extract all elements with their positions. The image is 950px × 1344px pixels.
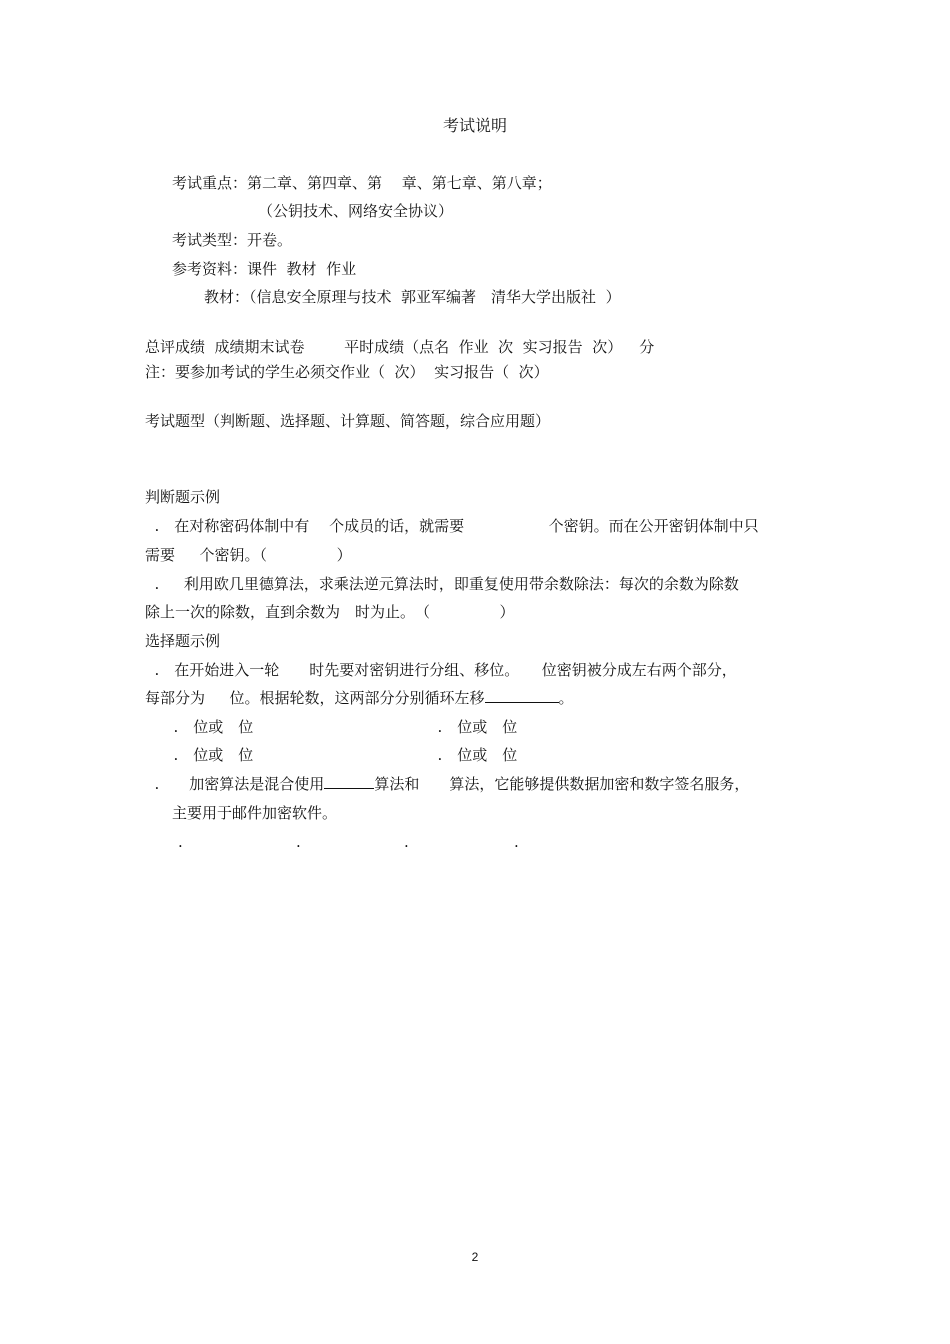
tf-q2-line2: 除上一次的除数，直到余数为 时为止。 （ ） <box>145 603 515 621</box>
mc-q2-line1-b: 算法和 <box>374 775 420 793</box>
mc-q1-line2-text: 每部分为 位。根据轮数，这两部分分别循环左移 <box>145 689 485 707</box>
tf-q1-line1: . 在对称密码体制中有 个成员的话，就需要 个密钥。而在公开密钥体制中只 <box>145 517 759 535</box>
answer-blank <box>324 774 374 789</box>
mc-q2-line2: 主要用于邮件加密软件。 <box>172 804 338 822</box>
mc-q1-option-c: . 位或 位 <box>164 746 254 764</box>
mc-q2-option-a: . <box>178 833 183 851</box>
tf-q1-line2: 需要 个密钥。（ ） <box>145 546 352 564</box>
mc-heading: 选择题示例 <box>145 632 221 650</box>
exam-focus-line2: （公钥技术、网络安全协议） <box>258 202 454 220</box>
answer-blank <box>485 688 559 703</box>
tf-q2-line1: . 利用欧几里德算法，求乘法逆元算法时，即重复使用带余数除法：每次的余数为除数 <box>145 575 739 593</box>
references: 参考资料：课件 教材 作业 <box>172 260 357 278</box>
mc-q1-line2-end: 。 <box>558 689 574 707</box>
mc-q1-option-d: . 位或 位 <box>428 746 518 764</box>
question-types: 考试题型（判断题、选择题、计算题、简答题，综合应用题） <box>145 412 551 430</box>
mc-q1-option-a: . 位或 位 <box>164 718 254 736</box>
exam-focus-line1: 考试重点：第二章、第四章、第 章、第七章、第八章； <box>172 174 552 192</box>
exam-type: 考试类型：开卷。 <box>172 231 293 249</box>
mc-q2-option-c: . <box>404 833 409 851</box>
grading-line1: 总评成绩 成绩期末试卷 平时成绩（点名 作业 次 实习报告 次） 分 <box>145 338 655 356</box>
page-number: 2 <box>471 1250 479 1264</box>
page-title: 考试说明 <box>442 116 507 135</box>
mc-q2-line1 <box>145 774 749 794</box>
mc-q1-line2 <box>145 688 574 708</box>
grading-note: 注：要参加考试的学生必须交作业（ 次） 实习报告（ 次） <box>145 363 549 381</box>
mc-q1-line1: . 在开始进入一轮 时先要对密钥进行分组、移位。 位密钥被分成左右两个部分， <box>145 661 737 679</box>
mc-q2-option-d: . <box>514 833 519 851</box>
mc-q1-option-b: . 位或 位 <box>428 718 518 736</box>
mc-q2-line1-a: . 加密算法是混合使用 <box>145 775 325 793</box>
textbook: 教材：（信息安全原理与技术 郭亚军编著 清华大学出版社 ） <box>204 288 621 306</box>
tf-heading: 判断题示例 <box>145 488 221 506</box>
mc-q2-option-b: . <box>296 833 301 851</box>
mc-q2-line1-c: 算法，它能够提供数据加密和数字签名服务， <box>419 775 750 793</box>
